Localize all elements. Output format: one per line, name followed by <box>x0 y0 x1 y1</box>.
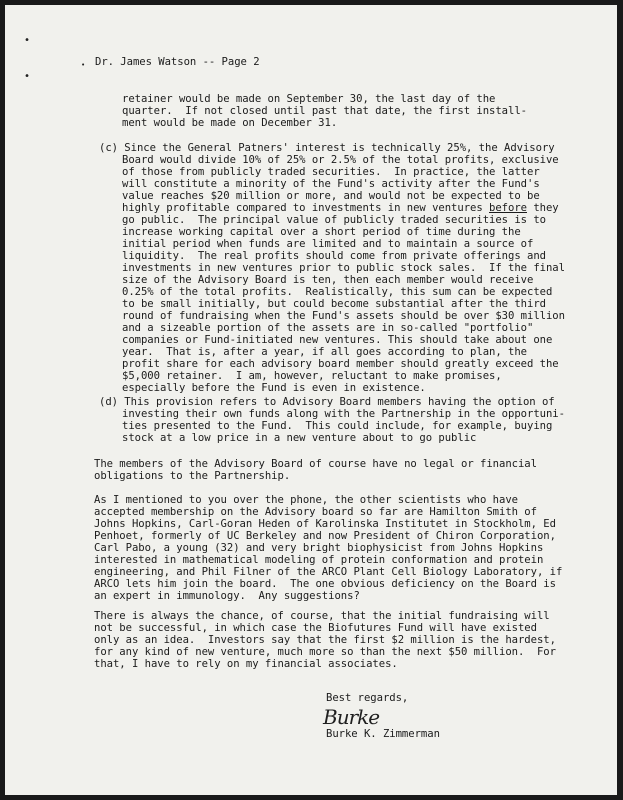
punch-mark-bottom: • <box>24 71 31 82</box>
para-c-line: year. That is, after a year, if all goes according to plan, the <box>122 346 527 358</box>
underlined-word: before <box>489 202 527 214</box>
para-chance-line: not be successful, in which case the Biofutures Fund will have existed <box>94 622 537 634</box>
text-segment: they <box>527 202 559 214</box>
para-scientists-line: Penhoet, formerly of UC Berkeley and now President of Chiron Corporation, <box>94 530 556 542</box>
para-d-line: stock at a low price in a new venture about to go public <box>122 432 477 444</box>
para-c-line: profit share for each advisory board member should greatly exceed the <box>122 358 559 370</box>
punch-mark-top: • <box>24 35 31 46</box>
para-scientists-line: As I mentioned to you over the phone, the other scientists who have <box>94 494 518 506</box>
para-c-line: initial period when funds are limited and to maintain a source of <box>122 238 534 250</box>
para-scientists-line: an expert in immunology. Any suggestions? <box>94 590 360 602</box>
para-chance-line: There is always the chance, of course, that the initial fundraising will <box>94 610 550 622</box>
para-c-line: (c) Since the General Patners' interest is technically 25%, the Advisory <box>99 142 555 154</box>
para-c-line: of those from publicly traded securities. In practice, the latter <box>122 166 540 178</box>
para-c-line: round of fundraising when the Fund's assets should be over $30 million <box>122 310 565 322</box>
para-c-line: to be small initially, but could become substantial after the third <box>122 298 546 310</box>
para-scientists-line: interested in mathematical modeling of protein conformation and protein <box>94 554 544 566</box>
para-c-line: companies or Fund-initiated new ventures. This should take about one <box>122 334 553 346</box>
signature: Burke <box>323 705 380 729</box>
para-c-line: liquidity. The real profits should come from private offerings and <box>122 250 546 262</box>
para-scientists-line: engineering, and Phil Filner of the ARCO Plant Cell Biology Laboratory, if <box>94 566 563 578</box>
para-c-line: will constitute a minority of the Fund's activity after the Fund's <box>122 178 540 190</box>
para-chance-line: that, I have to rely on my financial associates. <box>94 658 398 670</box>
signer-name: Burke K. Zimmerman <box>326 728 440 740</box>
para-c-line: and a sizeable portion of the assets are in so-called "portfolio" <box>122 322 534 334</box>
para-c-line: $5,000 retainer. I am, however, reluctant to make promises, <box>122 370 502 382</box>
para-scientists-line: accepted membership on the Advisory board so far are Hamilton Smith of <box>94 506 537 518</box>
para-scientists-line: Johns Hopkins, Carl-Goran Heden of Karolinska Institutet in Stockholm, Ed <box>94 518 556 530</box>
para-d-line: (d) This provision refers to Advisory Board members having the option of <box>99 396 555 408</box>
para-d-line: investing their own funds along with the Partnership in the opportuni- <box>122 408 565 420</box>
para-members-line: obligations to the Partnership. <box>94 470 291 482</box>
closing: Best regards, <box>326 692 409 704</box>
letter-page <box>5 5 617 795</box>
text-segment: highly profitable compared to investments in new ventures <box>122 202 490 214</box>
para-scientists-line: Carl Pabo, a young (32) and very bright biophysicist from Johns Hopkins <box>94 542 544 554</box>
para-d-line: ties presented to the Fund. This could include, for example, buying <box>122 420 553 432</box>
para-c-line: size of the Advisory Board is ten, then each member would receive <box>122 274 534 286</box>
page-header: Dr. James Watson -- Page 2 <box>95 56 260 68</box>
para-members-line: The members of the Advisory Board of course have no legal or financial <box>94 458 537 470</box>
para-chance-line: only as an idea. Investors say that the first $2 million is the hardest, <box>94 634 556 646</box>
para-scientists-line: ARCO lets him join the board. The one obvious deficiency on the Board is <box>94 578 556 590</box>
para-top-line: quarter. If not closed until past that date, the first install- <box>122 105 527 117</box>
para-c-line: 0.25% of the total profits. Realistically, this sum can be expected <box>122 286 553 298</box>
para-chance-line: for any kind of new venture, much more so than the next $50 million. For <box>94 646 556 658</box>
para-c-line: Board would divide 10% of 25% or 2.5% of the total profits, exclusive <box>122 154 559 166</box>
para-c-line: increase working capital over a short period of time during the <box>122 226 521 238</box>
para-c-line: value reaches $20 million or more, and would not be expected to be <box>122 190 540 202</box>
para-c-line <box>122 202 559 214</box>
para-c-line: investments in new ventures prior to public stock sales. If the final <box>122 262 565 274</box>
para-c-line: especially before the Fund is even in existence. <box>122 382 426 394</box>
para-top-line: ment would be made on December 31. <box>122 117 338 129</box>
para-top-line: retainer would be made on September 30, the last day of the <box>122 93 496 105</box>
para-c-line: go public. The principal value of publicly traded securities is to <box>122 214 546 226</box>
header-dot: • <box>81 61 86 69</box>
